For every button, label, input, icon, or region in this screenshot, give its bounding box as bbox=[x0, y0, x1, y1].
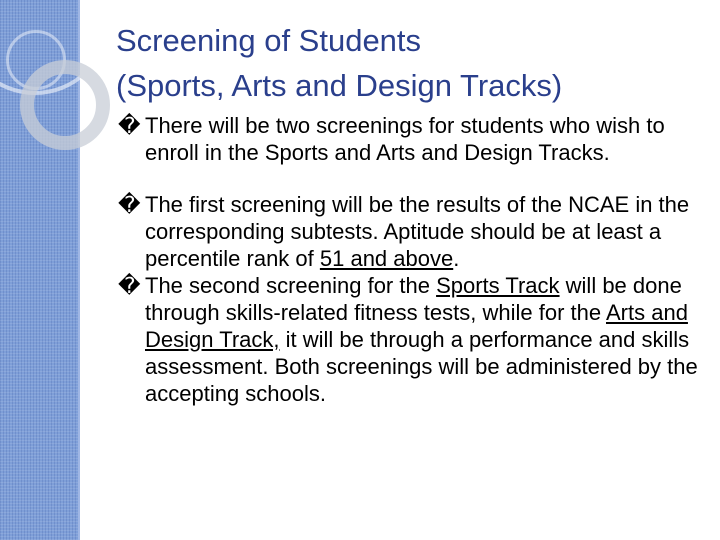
decorative-ring-medium bbox=[20, 60, 110, 150]
slide-title bbox=[116, 18, 706, 108]
bullet-text-end: it will be through a performance and skills assessment. Both screenings will be administered by the accepting schools. bbox=[145, 327, 698, 406]
bullet-item-two-screenings bbox=[118, 112, 708, 166]
bullet-item-first-screening bbox=[118, 191, 708, 272]
underlined-sports-track: Sports Track bbox=[436, 273, 560, 298]
bullet-item-second-screening bbox=[118, 272, 708, 407]
bullet-icon: � bbox=[118, 113, 141, 138]
bullet-text-end: . bbox=[453, 246, 460, 271]
bullet-text: The first screening will be the results of the NCAE in the corresponding subtests. Aptitude should be at least a percentile rank of bbox=[145, 192, 690, 271]
bullet-text: The second screening for the bbox=[145, 273, 437, 298]
bullet-text: There will be two screenings for students who wish to enroll in the Sports and Arts and Design Tracks. bbox=[145, 113, 665, 165]
underlined-arts-design-track: Arts and Design Track, bbox=[145, 300, 688, 352]
underlined-percentile: 51 and above bbox=[319, 246, 454, 271]
title-line-1: Screening of Students bbox=[116, 23, 422, 58]
title-line-2: (Sports, Arts and Design Tracks) bbox=[116, 68, 563, 103]
bullet-list bbox=[118, 112, 708, 407]
bullet-text-middle: will be done through skills-related fitness tests, while for the bbox=[145, 273, 682, 325]
bullet-icon: � bbox=[118, 192, 141, 217]
bullet-icon: � bbox=[118, 273, 141, 298]
